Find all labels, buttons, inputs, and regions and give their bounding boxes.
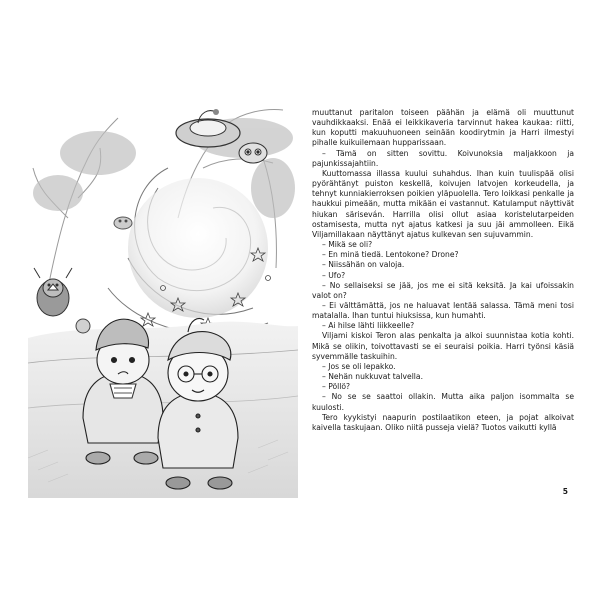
page-number: 5 <box>562 487 568 496</box>
story-paragraph: Viljami kiskoi Teron alas penkalta ja alkoi suunnistaa kotia kohti. Mikä se olikin, toivottavasti se ei seuraisi poikia. Harri työnsi käsiä syvemmälle taskuihin. <box>312 331 574 361</box>
story-paragraph: – En minä tiedä. Lentokone? Drone? <box>322 250 459 260</box>
story-paragraph: Kuuttomassa illassa kuului suhahdus. Ihan kuin tuulispää olisi pyörähtänyt puiston keskellä, koivujen latvojen korkeudella, ja tehnyt kunniakierroksen poikien yläpuolella. Tero loikkasi penkalle ja haukkui pimeään, mutta mikään ei vastannut. Katulamput näyttivät hiukan säriseván. Harrilla olisi ollut asiaa koristelutarpeiden ostamisesta, mutta nyt ajatus katkesi ja suu jäi ammolleen. Eikä Viljamillakaan näyttänyt ajatus kulkevan sen sujuvammin. <box>312 168 574 239</box>
yarn-ball-icon <box>76 319 90 333</box>
story-paragraph: Tero kyykistyi naapurin postilaatikon eteen, ja pojat alkoivat kaivella taskujaan. Oliko niitä pusseja vielä? Tuotos vaikutti kyllä <box>312 412 574 432</box>
story-paragraph: – Pöllö? <box>322 382 351 392</box>
book-illustration <box>28 98 298 498</box>
story-paragraph: – Jos se oli lepakko. <box>322 361 396 371</box>
small-figure-icon <box>114 217 132 229</box>
story-paragraph: – Ufo? <box>322 270 346 280</box>
story-paragraph: – Niissähän on valoja. <box>322 260 405 270</box>
ufo-icon <box>176 109 240 147</box>
story-paragraph: – Ai hilse lähti liikkeelle? <box>322 321 415 331</box>
story-paragraph: – No se se saattoi ollakin. Mutta aika paljon isommalta se kuulosti. <box>312 392 574 412</box>
story-paragraph: – Nehän nukkuvat talvella. <box>322 372 423 382</box>
story-paragraph: – No sellaiseksi se jää, jos me ei sitä keksitä. Ja kai ufoissakin valot on? <box>312 280 574 300</box>
story-paragraph: muuttanut paritalon toiseen päähän ja elämä oli muuttunut vauhdikkaaksi. Enää ei leikkikaveria tarvinnut hakea kaukaa: riitti, kun koputti makuuhuoneen seinään koodirytmin ja Harri ilmestyi pihalle kuikuilemaan hupparissaan. <box>312 108 574 148</box>
swirl-glow <box>128 178 268 318</box>
story-text <box>312 108 574 433</box>
tree-creature-icon <box>239 143 267 163</box>
story-paragraph: – Tämä on sitten sovittu. Koivunoksia maljakkoon ja pajunkissajahtiin. <box>312 148 574 168</box>
story-paragraph: – Mikä se oli? <box>322 240 373 250</box>
dog-icon <box>34 268 72 316</box>
story-paragraph: – Ei välttämättä, jos ne haluavat lentää salassa. Tämä meni tosi matalalla. Ihan tuntui hiuksissa, kun humahti. <box>312 300 574 321</box>
